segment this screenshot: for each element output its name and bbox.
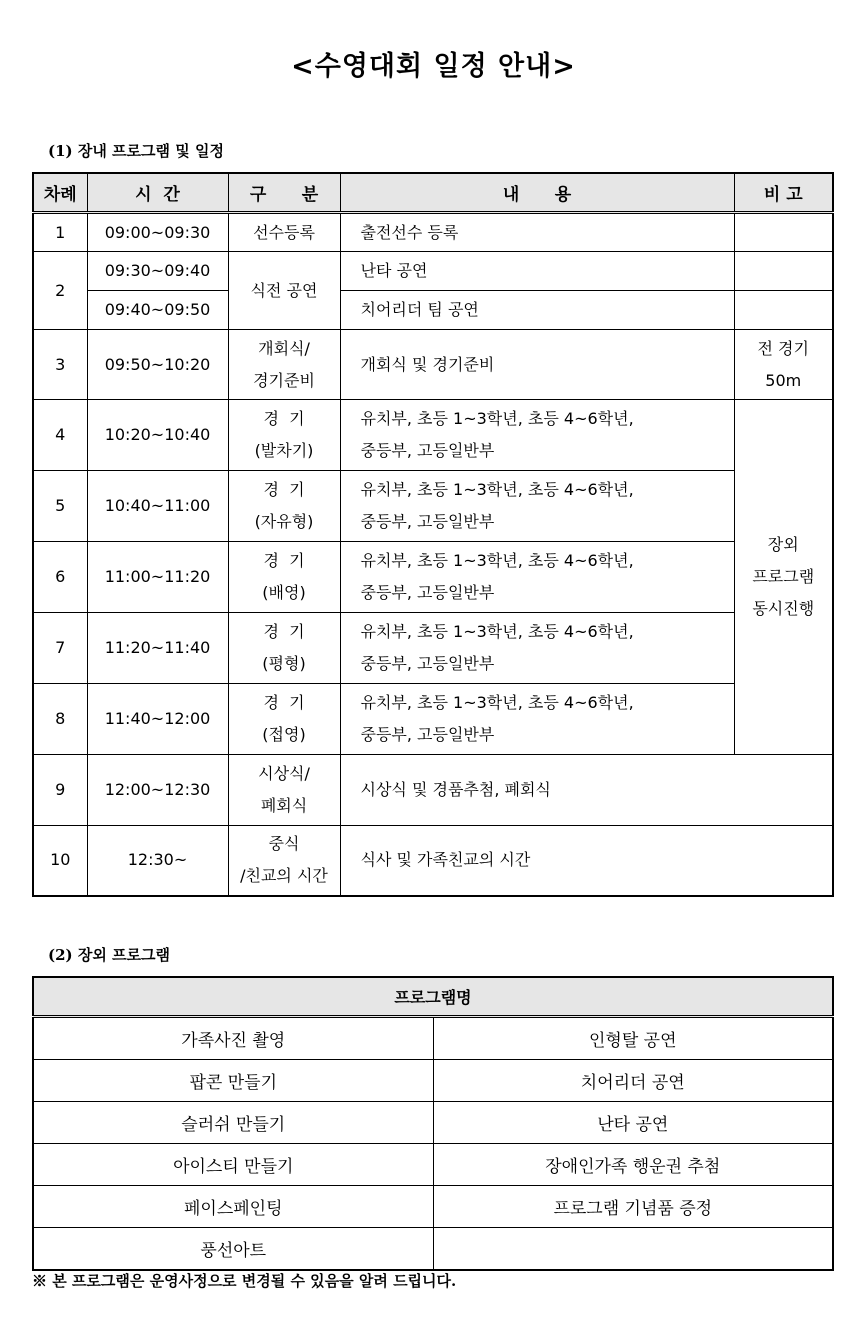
category-cell [228, 471, 340, 542]
category-line-1: 중식 [268, 834, 300, 854]
category-cell [228, 542, 340, 613]
content-line-1: 유치부, 초등 1~3학년, 초등 4~6학년, [360, 409, 634, 428]
program-cell: 팝콘 만들기 [33, 1060, 433, 1102]
category-line-2: (평형) [262, 654, 306, 673]
time-cell: 12:30~ [87, 826, 228, 896]
program-cell: 난타 공연 [433, 1102, 833, 1144]
table-row [33, 471, 833, 542]
order-cell: 6 [33, 542, 87, 613]
table-row [33, 1186, 833, 1228]
content-cell [340, 542, 734, 613]
time-cell: 10:20~10:40 [87, 400, 228, 471]
program-cell: 인형탈 공연 [433, 1017, 833, 1060]
category-line-2: 폐회식 [260, 796, 308, 815]
time-cell: 09:30~09:40 [87, 252, 228, 291]
category-cell: 식전 공연 [228, 252, 340, 330]
header-order: 차례 [33, 173, 87, 213]
content-line-2: 중등부, 고등일반부 [360, 654, 495, 673]
program-cell: 가족사진 촬영 [33, 1017, 433, 1060]
program-cell: 장애인가족 행운권 추첨 [433, 1144, 833, 1186]
order-cell: 9 [33, 755, 87, 826]
content-cell: 개회식 및 경기준비 [340, 330, 734, 400]
program-cell: 치어리더 공연 [433, 1060, 833, 1102]
content-cell: 치어리더 팀 공연 [340, 291, 734, 330]
program-cell: 풍선아트 [33, 1228, 433, 1271]
category-line-2: /친교의 시간 [240, 866, 328, 886]
category-line-1: 경 기 [263, 551, 305, 570]
table-row [33, 826, 833, 896]
note-cell [734, 252, 833, 291]
table-row [33, 1102, 833, 1144]
order-cell: 1 [33, 213, 87, 252]
table-row [33, 1017, 833, 1060]
category-line-2: (발차기) [254, 441, 314, 460]
order-cell: 7 [33, 613, 87, 684]
time-cell: 11:40~12:00 [87, 684, 228, 755]
table-row [33, 1228, 833, 1271]
category-cell [228, 684, 340, 755]
page-title: <수영대회 일정 안내> [291, 51, 576, 82]
content-cell [340, 613, 734, 684]
order-cell: 8 [33, 684, 87, 755]
time-cell: 09:00~09:30 [87, 213, 228, 252]
content-line-2: 중등부, 고등일반부 [360, 512, 495, 531]
header-category: 구 분 [228, 173, 340, 213]
content-line-1: 유치부, 초등 1~3학년, 초등 4~6학년, [360, 622, 634, 641]
table-row [33, 613, 833, 684]
table-row [33, 213, 833, 252]
time-cell: 09:50~10:20 [87, 330, 228, 400]
time-cell: 09:40~09:50 [87, 291, 228, 330]
table-row [33, 291, 833, 330]
order-cell: 5 [33, 471, 87, 542]
content-line-2: 중등부, 고등일반부 [360, 441, 495, 460]
merged-note-line-1: 장외 [767, 535, 799, 554]
content-line-1: 유치부, 초등 1~3학년, 초등 4~6학년, [360, 480, 634, 499]
category-line-1: 경 기 [263, 693, 305, 712]
program-cell [433, 1228, 833, 1271]
program-header-row [33, 977, 833, 1017]
program-cell: 프로그램 기념품 증정 [433, 1186, 833, 1228]
footnote: ※ 본 프로그램은 운영사정으로 변경될 수 있음을 알려 드립니다. [32, 1272, 457, 1290]
time-cell: 11:00~11:20 [87, 542, 228, 613]
time-cell: 10:40~11:00 [87, 471, 228, 542]
content-cell: 난타 공연 [340, 252, 734, 291]
category-cell: 선수등록 [228, 213, 340, 252]
note-line-2: 50m [765, 370, 802, 390]
header-note: 비 고 [734, 173, 833, 213]
section-heading-offsite: (2) 장외 프로그램 [48, 946, 171, 964]
order-cell: 10 [33, 826, 87, 896]
merged-note-line-3: 동시진행 [752, 599, 815, 618]
note-cell [734, 291, 833, 330]
content-line-1: 유치부, 초등 1~3학년, 초등 4~6학년, [360, 693, 634, 712]
category-line-2: (자유형) [254, 512, 314, 531]
order-cell: 3 [33, 330, 87, 400]
content-cell: 식사 및 가족친교의 시간 [340, 826, 833, 896]
category-line-1: 개회식/ [258, 338, 310, 358]
merged-note-line-2: 프로그램 [752, 567, 815, 586]
program-cell: 페이스페인팅 [33, 1186, 433, 1228]
content-line-2: 중등부, 고등일반부 [360, 583, 495, 602]
note-cell [734, 213, 833, 252]
time-cell: 11:20~11:40 [87, 613, 228, 684]
category-line-1: 경 기 [263, 480, 305, 499]
table-row [33, 684, 833, 755]
order-cell: 4 [33, 400, 87, 471]
category-line-1: 경 기 [263, 622, 305, 641]
header-time: 시 간 [87, 173, 228, 213]
category-line-1: 경 기 [263, 409, 305, 428]
time-cell: 12:00~12:30 [87, 755, 228, 826]
table-row [33, 400, 833, 471]
category-cell [228, 613, 340, 684]
content-cell: 시상식 및 경품추첨, 폐회식 [340, 755, 833, 826]
table-row [33, 1144, 833, 1186]
content-cell: 출전선수 등록 [340, 213, 734, 252]
content-cell [340, 400, 734, 471]
note-line-1: 전 경기 [757, 338, 809, 358]
section-heading-onsite: (1) 장내 프로그램 및 일정 [48, 142, 224, 160]
note-cell [734, 330, 833, 400]
content-line-2: 중등부, 고등일반부 [360, 725, 495, 744]
content-line-1: 유치부, 초등 1~3학년, 초등 4~6학년, [360, 551, 634, 570]
merged-note-cell [734, 400, 833, 755]
program-cell: 아이스티 만들기 [33, 1144, 433, 1186]
category-line-2: 경기준비 [253, 370, 315, 390]
schedule-table [32, 172, 834, 897]
table-row [33, 542, 833, 613]
category-line-1: 시상식/ [258, 764, 310, 783]
category-cell [228, 330, 340, 400]
content-cell [340, 684, 734, 755]
program-cell: 슬러쉬 만들기 [33, 1102, 433, 1144]
table-row [33, 1060, 833, 1102]
category-cell [228, 826, 340, 896]
table-row [33, 330, 833, 400]
category-cell [228, 755, 340, 826]
table-row [33, 755, 833, 826]
header-content: 내 용 [340, 173, 734, 213]
content-cell [340, 471, 734, 542]
category-line-2: (접영) [262, 725, 306, 744]
table-row [33, 252, 833, 291]
schedule-header-row [33, 173, 833, 213]
program-table [32, 976, 834, 1271]
category-line-2: (배영) [262, 583, 306, 602]
order-cell: 2 [33, 252, 87, 330]
category-cell [228, 400, 340, 471]
program-header: 프로그램명 [33, 977, 833, 1017]
